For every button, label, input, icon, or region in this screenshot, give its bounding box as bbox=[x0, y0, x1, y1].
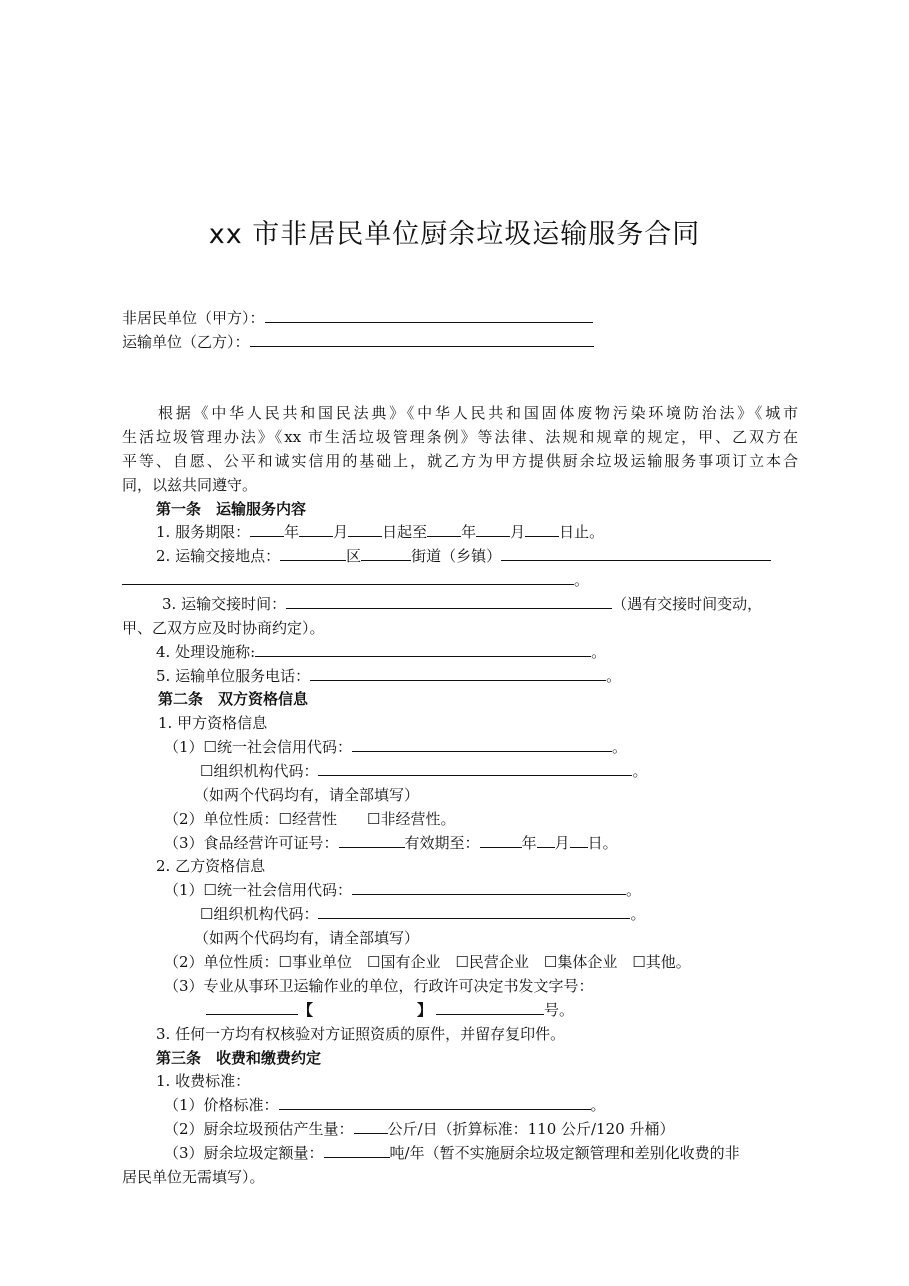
quota-line-2: 居民单位无需填写）。 bbox=[122, 1168, 265, 1186]
food-license-blank[interactable] bbox=[339, 832, 405, 848]
verification-note: 3. 任何一方均有权核验对方证照资质的原件，并留存复印件。 bbox=[156, 1025, 566, 1043]
district-blank[interactable] bbox=[280, 545, 346, 561]
quota-line: （3）厨余垃圾定额量： 吨/年（暂不实施厨余垃圾定额管理和差别化收费的非 bbox=[164, 1144, 740, 1162]
facility-blank[interactable] bbox=[255, 641, 591, 657]
start-month-blank[interactable] bbox=[299, 521, 333, 537]
article-3-heading: 第三条 收费和缴费约定 bbox=[156, 1049, 322, 1067]
valid-year-blank[interactable] bbox=[480, 832, 522, 848]
start-year-blank[interactable] bbox=[250, 521, 284, 537]
service-phone-line: 5. 运输单位服务电话： 。 bbox=[156, 667, 622, 685]
party-b-nature-line[interactable]: （2）单位性质：☐事业单位 ☐国有企业 ☐民营企业 ☐集体企业 ☐其他。 bbox=[164, 953, 691, 971]
intro-line-4: 同，以兹共同遵守。 bbox=[122, 476, 258, 494]
handover-time-line: 3. 运输交接时间： （遇有交接时间变动， bbox=[162, 595, 763, 613]
address-blank-2[interactable] bbox=[122, 569, 574, 585]
end-day-blank[interactable] bbox=[525, 521, 559, 537]
party-a-qual-title: 1. 甲方资格信息 bbox=[158, 714, 268, 732]
handover-location-line: 2. 运输交接地点： 区 街道（乡镇） bbox=[156, 545, 771, 567]
price-standard-line: （1）价格标准： 。 bbox=[164, 1096, 606, 1114]
article-2-heading: 第二条 双方资格信息 bbox=[158, 690, 309, 708]
end-year-blank[interactable] bbox=[427, 521, 461, 537]
party-b-org-code-blank[interactable] bbox=[318, 903, 630, 919]
quota-blank[interactable] bbox=[324, 1142, 390, 1158]
party-a-nature-line[interactable]: （2）单位性质：☐经营性 ☐非经营性。 bbox=[164, 810, 456, 828]
article-1-heading: 第一条 运输服务内容 bbox=[156, 500, 307, 518]
handover-location-line-2: 。 bbox=[122, 569, 589, 591]
address-blank[interactable] bbox=[501, 545, 771, 561]
party-b-blank[interactable] bbox=[250, 331, 594, 347]
party-a-credit-code-line: （1）☐统一社会信用代码： 。 bbox=[164, 738, 628, 756]
price-standard-blank[interactable] bbox=[279, 1094, 591, 1110]
permit-number-line-2: 【 】 号。 bbox=[206, 999, 574, 1021]
permit-number-line: （3）专业从事环卫运输作业的单位，行政许可决定书发文字号： bbox=[164, 977, 594, 995]
valid-month-blank[interactable] bbox=[537, 832, 555, 848]
party-a-code-note: （如两个代码均有，请全部填写） bbox=[194, 786, 420, 804]
end-month-blank[interactable] bbox=[476, 521, 510, 537]
permit-serial-blank[interactable] bbox=[436, 999, 544, 1015]
handover-time-blank[interactable] bbox=[286, 593, 612, 609]
valid-day-blank[interactable] bbox=[570, 832, 588, 848]
facility-line: 4. 处理设施称: 。 bbox=[156, 643, 607, 661]
party-a-org-code-blank[interactable] bbox=[318, 760, 632, 776]
start-day-blank[interactable] bbox=[348, 521, 382, 537]
handover-time-line-2: 甲、乙双方应及时协商约定）。 bbox=[122, 619, 325, 637]
party-a-org-code-line: ☐组织机构代码： 。 bbox=[200, 762, 648, 780]
service-period-line: 1. 服务期限： 年 月 日起至 年 月 日止。 bbox=[156, 523, 605, 541]
permit-prefix-blank[interactable] bbox=[206, 999, 298, 1015]
party-b-org-code-line: ☐组织机构代码： 。 bbox=[200, 905, 646, 923]
party-a-blank[interactable] bbox=[265, 307, 593, 323]
estimated-volume-line: （2）厨余垃圾预估产生量： 公斤/日（折算标准：110 公斤/120 升桶） bbox=[164, 1120, 675, 1138]
street-blank[interactable] bbox=[361, 545, 411, 561]
intro-line-2: 生活垃圾管理办法》《xx 市生活垃圾管理条例》等法律、法规和规章的规定，甲、乙双方在 bbox=[122, 428, 798, 446]
party-a-line bbox=[122, 307, 593, 329]
party-b-line bbox=[122, 331, 594, 353]
service-phone-blank[interactable] bbox=[310, 665, 606, 681]
intro-line-1: 根据《中华人民共和国民法典》《中华人民共和国固体废物污染环境防治法》《城市 bbox=[158, 404, 798, 422]
party-b-credit-code-line: （1）☐统一社会信用代码： 。 bbox=[164, 881, 642, 899]
food-license-line: （3）食品经营许可证号： 有效期至： 年 月 日。 bbox=[164, 834, 618, 852]
document-title: xx 市非居民单位厨余垃圾运输服务合同 bbox=[208, 219, 701, 250]
fee-standard-title: 1. 收费标准： bbox=[156, 1072, 251, 1090]
party-b-label: 运输单位（乙方）： bbox=[122, 333, 250, 351]
estimated-volume-blank[interactable] bbox=[354, 1118, 388, 1134]
intro-line-3: 平等、自愿、公平和诚实信用的基础上，就乙方为甲方提供厨余垃圾运输服务事项订立本合 bbox=[122, 452, 798, 470]
party-b-qual-title: 2. 乙方资格信息 bbox=[156, 857, 266, 875]
party-a-label: 非居民单位（甲方）： bbox=[122, 309, 265, 327]
party-b-credit-code-blank[interactable] bbox=[352, 879, 626, 895]
party-a-credit-code-blank[interactable] bbox=[352, 736, 612, 752]
party-b-code-note: （如两个代码均有，请全部填写） bbox=[194, 929, 420, 947]
